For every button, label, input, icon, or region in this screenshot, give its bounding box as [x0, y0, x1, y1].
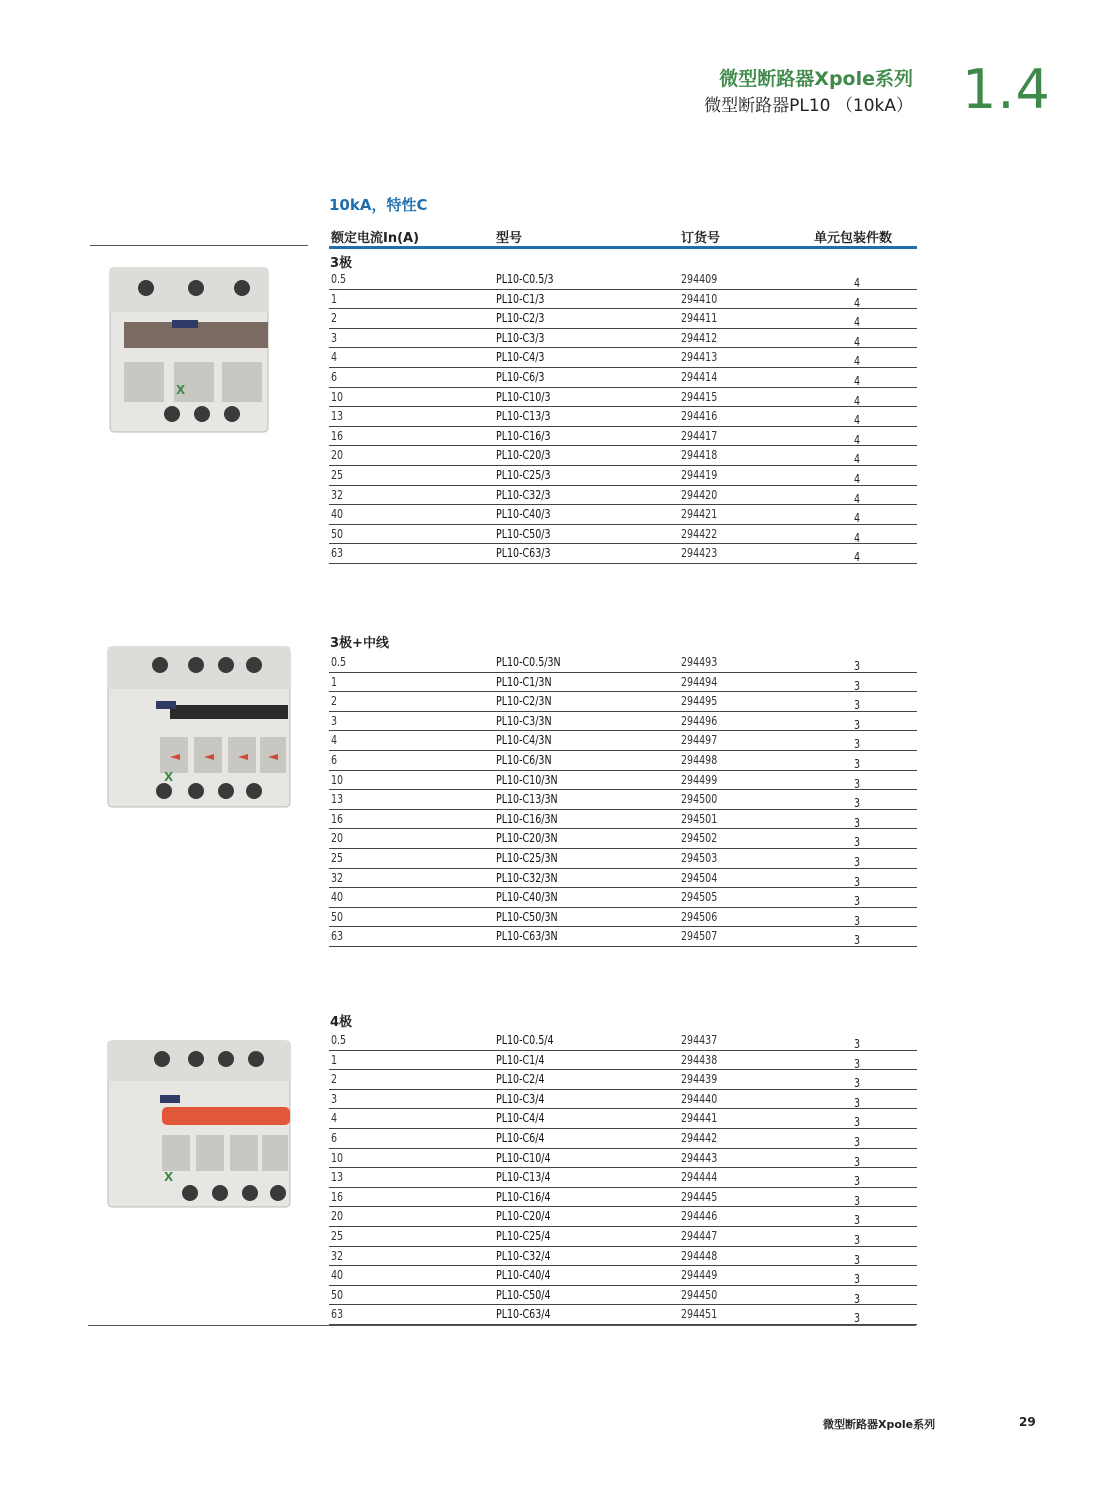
rated-current-cell: 25: [331, 467, 344, 482]
rows-3p: [329, 270, 917, 564]
order-number-cell: 294505: [681, 890, 718, 905]
rated-current-cell: 13: [331, 1170, 344, 1185]
order-number-cell: 294446: [681, 1209, 718, 1224]
pack-qty-cell: 3: [854, 1174, 861, 1189]
rated-current-cell: 20: [331, 448, 344, 463]
pack-qty-cell: 4: [854, 491, 861, 506]
order-number-cell: 294499: [681, 772, 718, 787]
table-row: [329, 1149, 917, 1169]
pack-qty-cell: 3: [854, 1193, 861, 1208]
order-number-cell: 294417: [681, 428, 718, 443]
pack-qty-cell: 4: [854, 452, 861, 467]
order-number-cell: 294449: [681, 1268, 718, 1283]
table-row: [329, 388, 917, 408]
pack-qty-cell: 4: [854, 393, 861, 408]
model-cell: PL10-C16/3N: [496, 811, 558, 826]
pack-qty-cell: 4: [854, 373, 861, 388]
rated-current-cell: 32: [331, 1248, 344, 1263]
col-model: 型号: [496, 231, 523, 246]
table-row: [329, 1247, 917, 1267]
rows-4p: [329, 1031, 917, 1325]
rated-current-cell: 13: [331, 792, 344, 807]
table-row: [329, 1090, 917, 1110]
order-number-cell: 294421: [681, 507, 718, 522]
order-number-cell: 294501: [681, 811, 718, 826]
model-cell: PL10-C40/4: [496, 1268, 551, 1283]
order-number-cell: 294410: [681, 291, 718, 306]
rated-current-cell: 3: [331, 1091, 338, 1106]
table-row: [329, 407, 917, 427]
model-cell: PL10-C20/4: [496, 1209, 551, 1224]
pack-qty-cell: 3: [854, 717, 861, 732]
pack-qty-cell: 3: [854, 678, 861, 693]
rows-3pn: [329, 653, 917, 947]
rated-current-cell: 63: [331, 1307, 344, 1322]
order-number-cell: 294413: [681, 350, 718, 365]
rated-current-cell: 2: [331, 311, 338, 326]
table-row: [329, 1109, 917, 1129]
rated-current-cell: 13: [331, 409, 344, 424]
model-cell: PL10-C6/4: [496, 1130, 545, 1145]
model-cell: PL10-C0.5/3N: [496, 655, 561, 669]
rated-current-cell: 20: [331, 1209, 344, 1224]
rated-current-cell: 10: [331, 772, 344, 787]
table-row: [329, 1168, 917, 1188]
rated-current-cell: 20: [331, 831, 344, 846]
rated-current-cell: 50: [331, 909, 344, 924]
rated-current-cell: 6: [331, 752, 338, 767]
order-number-cell: 294502: [681, 831, 718, 846]
table-row: [329, 368, 917, 388]
divider: [90, 245, 308, 246]
group-label-3pn: 3极+中线: [330, 636, 389, 651]
order-number-cell: 294411: [681, 311, 718, 326]
breaker-3p-image: [104, 262, 276, 437]
pack-qty-cell: 3: [854, 815, 861, 830]
order-number-cell: 294419: [681, 467, 718, 482]
table-row: [329, 829, 917, 849]
pack-qty-cell: 4: [854, 511, 861, 526]
footer-series-title: 微型断路器Xpole系列: [823, 1418, 936, 1431]
model-cell: PL10-C40/3: [496, 507, 551, 522]
pack-qty-cell: 4: [854, 334, 861, 349]
pack-qty-cell: 4: [854, 354, 861, 369]
model-cell: PL10-C2/4: [496, 1072, 545, 1087]
order-number-cell: 294420: [681, 487, 718, 502]
order-number-cell: 294498: [681, 752, 718, 767]
table-row: [329, 692, 917, 712]
table-row: [329, 446, 917, 466]
table-row: [329, 466, 917, 486]
order-number-cell: 294493: [681, 655, 718, 669]
order-number-cell: 294440: [681, 1091, 718, 1106]
pack-qty-cell: 4: [854, 413, 861, 428]
rated-current-cell: 4: [331, 350, 338, 365]
order-number-cell: 294445: [681, 1189, 718, 1204]
table-row: [329, 1051, 917, 1071]
order-number-cell: 294437: [681, 1033, 718, 1047]
table-title: 10kA，特性C: [329, 196, 428, 214]
rated-current-cell: 40: [331, 890, 344, 905]
pack-qty-cell: 3: [854, 1095, 861, 1110]
order-number-cell: 294441: [681, 1111, 718, 1126]
pack-qty-cell: 3: [854, 1272, 861, 1287]
table-row: [329, 1305, 917, 1325]
model-cell: PL10-C10/3N: [496, 772, 558, 787]
order-number-cell: 294423: [681, 546, 718, 561]
rated-current-cell: 50: [331, 526, 344, 541]
order-number-cell: 294450: [681, 1287, 718, 1302]
table-row: [329, 270, 917, 290]
model-cell: PL10-C25/3: [496, 467, 551, 482]
order-number-cell: 294444: [681, 1170, 718, 1185]
order-number-cell: 294438: [681, 1052, 718, 1067]
table-row: [329, 771, 917, 791]
model-cell: PL10-C6/3N: [496, 752, 552, 767]
model-cell: PL10-C13/3: [496, 409, 551, 424]
model-cell: PL10-C0.5/4: [496, 1033, 554, 1047]
table-row: [329, 427, 917, 447]
rated-current-cell: 40: [331, 507, 344, 522]
model-cell: PL10-C13/3N: [496, 792, 558, 807]
order-number-cell: 294497: [681, 733, 718, 748]
order-number-cell: 294439: [681, 1072, 718, 1087]
rated-current-cell: 32: [331, 870, 344, 885]
order-number-cell: 294451: [681, 1307, 718, 1322]
svg-text:X: X: [176, 383, 186, 397]
rated-current-cell: 25: [331, 850, 344, 865]
model-cell: PL10-C4/3N: [496, 733, 552, 748]
order-number-cell: 294495: [681, 694, 718, 709]
table-row: [329, 1227, 917, 1247]
pack-qty-cell: 3: [854, 1213, 861, 1228]
order-number-cell: 294416: [681, 409, 718, 424]
series-title: 微型断路器Xpole系列: [719, 68, 913, 90]
pack-qty-cell: 4: [854, 550, 861, 565]
order-number-cell: 294418: [681, 448, 718, 463]
table-row: [329, 888, 917, 908]
order-number-cell: 294442: [681, 1130, 718, 1145]
model-cell: PL10-C4/3: [496, 350, 545, 365]
model-cell: PL10-C3/3N: [496, 713, 552, 728]
order-number-cell: 294409: [681, 272, 718, 286]
rated-current-cell: 10: [331, 389, 344, 404]
table-row: [329, 329, 917, 349]
pack-qty-cell: 3: [854, 933, 861, 948]
table-row: [329, 653, 917, 673]
table-row: [329, 1070, 917, 1090]
rated-current-cell: 0.5: [331, 272, 347, 286]
rated-current-cell: 3: [331, 713, 338, 728]
table-header: [329, 226, 917, 249]
model-cell: PL10-C25/3N: [496, 850, 558, 865]
pack-qty-cell: 3: [854, 659, 861, 673]
model-cell: PL10-C13/4: [496, 1170, 551, 1185]
order-number-cell: 294422: [681, 526, 718, 541]
order-number-cell: 294506: [681, 909, 718, 924]
table-row: [329, 486, 917, 506]
table-row: [329, 544, 917, 564]
model-cell: PL10-C1/3N: [496, 674, 552, 689]
model-cell: PL10-C40/3N: [496, 890, 558, 905]
rated-current-cell: 0.5: [331, 1033, 347, 1047]
model-cell: PL10-C2/3N: [496, 694, 552, 709]
order-number-cell: 294412: [681, 330, 718, 345]
model-cell: PL10-C10/3: [496, 389, 551, 404]
model-cell: PL10-C63/3N: [496, 929, 558, 944]
pack-qty-cell: 4: [854, 276, 861, 290]
product-subtitle: 微型断路器PL10 （10kA）: [704, 96, 913, 116]
table-row: [329, 673, 917, 693]
rated-current-cell: 4: [331, 1111, 338, 1126]
table-row: [329, 751, 917, 771]
col-pack-qty: 单元包装件数: [814, 231, 893, 246]
model-cell: PL10-C32/4: [496, 1248, 551, 1263]
order-number-cell: 294414: [681, 369, 718, 384]
model-cell: PL10-C1/4: [496, 1052, 545, 1067]
table-row: [329, 731, 917, 751]
model-cell: PL10-C3/4: [496, 1091, 545, 1106]
pack-qty-cell: 3: [854, 737, 861, 752]
model-cell: PL10-C10/4: [496, 1150, 551, 1165]
model-cell: PL10-C32/3: [496, 487, 551, 502]
table-row: [329, 1031, 917, 1051]
pack-qty-cell: 3: [854, 894, 861, 909]
rated-current-cell: 16: [331, 1189, 344, 1204]
pack-qty-cell: 3: [854, 835, 861, 850]
section-number: 1.4: [962, 58, 1051, 121]
table-row: [329, 869, 917, 889]
model-cell: PL10-C3/3: [496, 330, 545, 345]
table-row: [329, 810, 917, 830]
model-cell: PL10-C50/3N: [496, 909, 558, 924]
model-cell: PL10-C1/3: [496, 291, 545, 306]
pack-qty-cell: 4: [854, 315, 861, 330]
pack-qty-cell: 3: [854, 1076, 861, 1091]
table-row: [329, 1266, 917, 1286]
pack-qty-cell: 3: [854, 1291, 861, 1306]
breaker-4p-image: [104, 1035, 294, 1211]
table-row: [329, 525, 917, 545]
order-number-cell: 294507: [681, 929, 718, 944]
group-label-3p: 3极: [330, 256, 353, 271]
order-number-cell: 294447: [681, 1228, 718, 1243]
pack-qty-cell: 3: [854, 698, 861, 713]
col-rated-current: 额定电流In(A): [331, 231, 420, 246]
rated-current-cell: 16: [331, 811, 344, 826]
col-order-number: 订货号: [681, 231, 721, 246]
rated-current-cell: 32: [331, 487, 344, 502]
rated-current-cell: 0.5: [331, 655, 347, 669]
model-cell: PL10-C50/4: [496, 1287, 551, 1302]
model-cell: PL10-C2/3: [496, 311, 545, 326]
order-number-cell: 294500: [681, 792, 718, 807]
page-number: 29: [1019, 1415, 1036, 1429]
model-cell: PL10-C0.5/3: [496, 272, 554, 286]
table-row: [329, 290, 917, 310]
table-row: [329, 849, 917, 869]
table-row: [329, 790, 917, 810]
order-number-cell: 294415: [681, 389, 718, 404]
rated-current-cell: 63: [331, 929, 344, 944]
rated-current-cell: 10: [331, 1150, 344, 1165]
pack-qty-cell: 4: [854, 295, 861, 310]
divider: [88, 1325, 916, 1326]
table-row: [329, 927, 917, 947]
table-row: [329, 309, 917, 329]
model-cell: PL10-C63/3: [496, 546, 551, 561]
table-row: [329, 1188, 917, 1208]
pack-qty-cell: 3: [854, 1134, 861, 1149]
pack-qty-cell: 3: [854, 756, 861, 771]
table-row: [329, 712, 917, 732]
order-number-cell: 294496: [681, 713, 718, 728]
pack-qty-cell: 4: [854, 471, 861, 486]
pack-qty-cell: 3: [854, 1232, 861, 1247]
order-number-cell: 294494: [681, 674, 718, 689]
breaker-3pn-image: [104, 641, 294, 811]
model-cell: PL10-C50/3: [496, 526, 551, 541]
pack-qty-cell: 4: [854, 432, 861, 447]
table-row: [329, 1207, 917, 1227]
model-cell: PL10-C4/4: [496, 1111, 545, 1126]
rated-current-cell: 3: [331, 330, 338, 345]
rated-current-cell: 1: [331, 674, 338, 689]
pack-qty-cell: 3: [854, 1056, 861, 1071]
model-cell: PL10-C32/3N: [496, 870, 558, 885]
svg-text:X: X: [164, 770, 174, 784]
rated-current-cell: 2: [331, 694, 338, 709]
rated-current-cell: 1: [331, 1052, 338, 1067]
table-row: [329, 505, 917, 525]
pack-qty-cell: 3: [854, 913, 861, 928]
order-number-cell: 294503: [681, 850, 718, 865]
pack-qty-cell: 3: [854, 854, 861, 869]
pack-qty-cell: 3: [854, 796, 861, 811]
rated-current-cell: 4: [331, 733, 338, 748]
pack-qty-cell: 3: [854, 1311, 861, 1326]
rated-current-cell: 50: [331, 1287, 344, 1302]
pack-qty-cell: 3: [854, 1252, 861, 1267]
group-label-4p: 4极: [330, 1015, 353, 1030]
rated-current-cell: 6: [331, 1130, 338, 1145]
order-number-cell: 294448: [681, 1248, 718, 1263]
pack-qty-cell: 3: [854, 1115, 861, 1130]
rated-current-cell: 6: [331, 369, 338, 384]
rated-current-cell: 25: [331, 1228, 344, 1243]
pack-qty-cell: 3: [854, 776, 861, 791]
rated-current-cell: 16: [331, 428, 344, 443]
model-cell: PL10-C20/3: [496, 448, 551, 463]
rated-current-cell: 1: [331, 291, 338, 306]
pack-qty-cell: 3: [854, 1154, 861, 1169]
table-row: [329, 348, 917, 368]
model-cell: PL10-C6/3: [496, 369, 545, 384]
order-number-cell: 294504: [681, 870, 718, 885]
table-row: [329, 1129, 917, 1149]
rated-current-cell: 63: [331, 546, 344, 561]
pack-qty-cell: 3: [854, 874, 861, 889]
table-row: [329, 1286, 917, 1306]
model-cell: PL10-C63/4: [496, 1307, 551, 1322]
model-cell: PL10-C25/4: [496, 1228, 551, 1243]
table-row: [329, 908, 917, 928]
rated-current-cell: 2: [331, 1072, 338, 1087]
pack-qty-cell: 4: [854, 530, 861, 545]
model-cell: PL10-C16/4: [496, 1189, 551, 1204]
order-number-cell: 294443: [681, 1150, 718, 1165]
model-cell: PL10-C16/3: [496, 428, 551, 443]
rated-current-cell: 40: [331, 1268, 344, 1283]
svg-text:X: X: [164, 1170, 174, 1184]
model-cell: PL10-C20/3N: [496, 831, 558, 846]
pack-qty-cell: 3: [854, 1037, 861, 1051]
